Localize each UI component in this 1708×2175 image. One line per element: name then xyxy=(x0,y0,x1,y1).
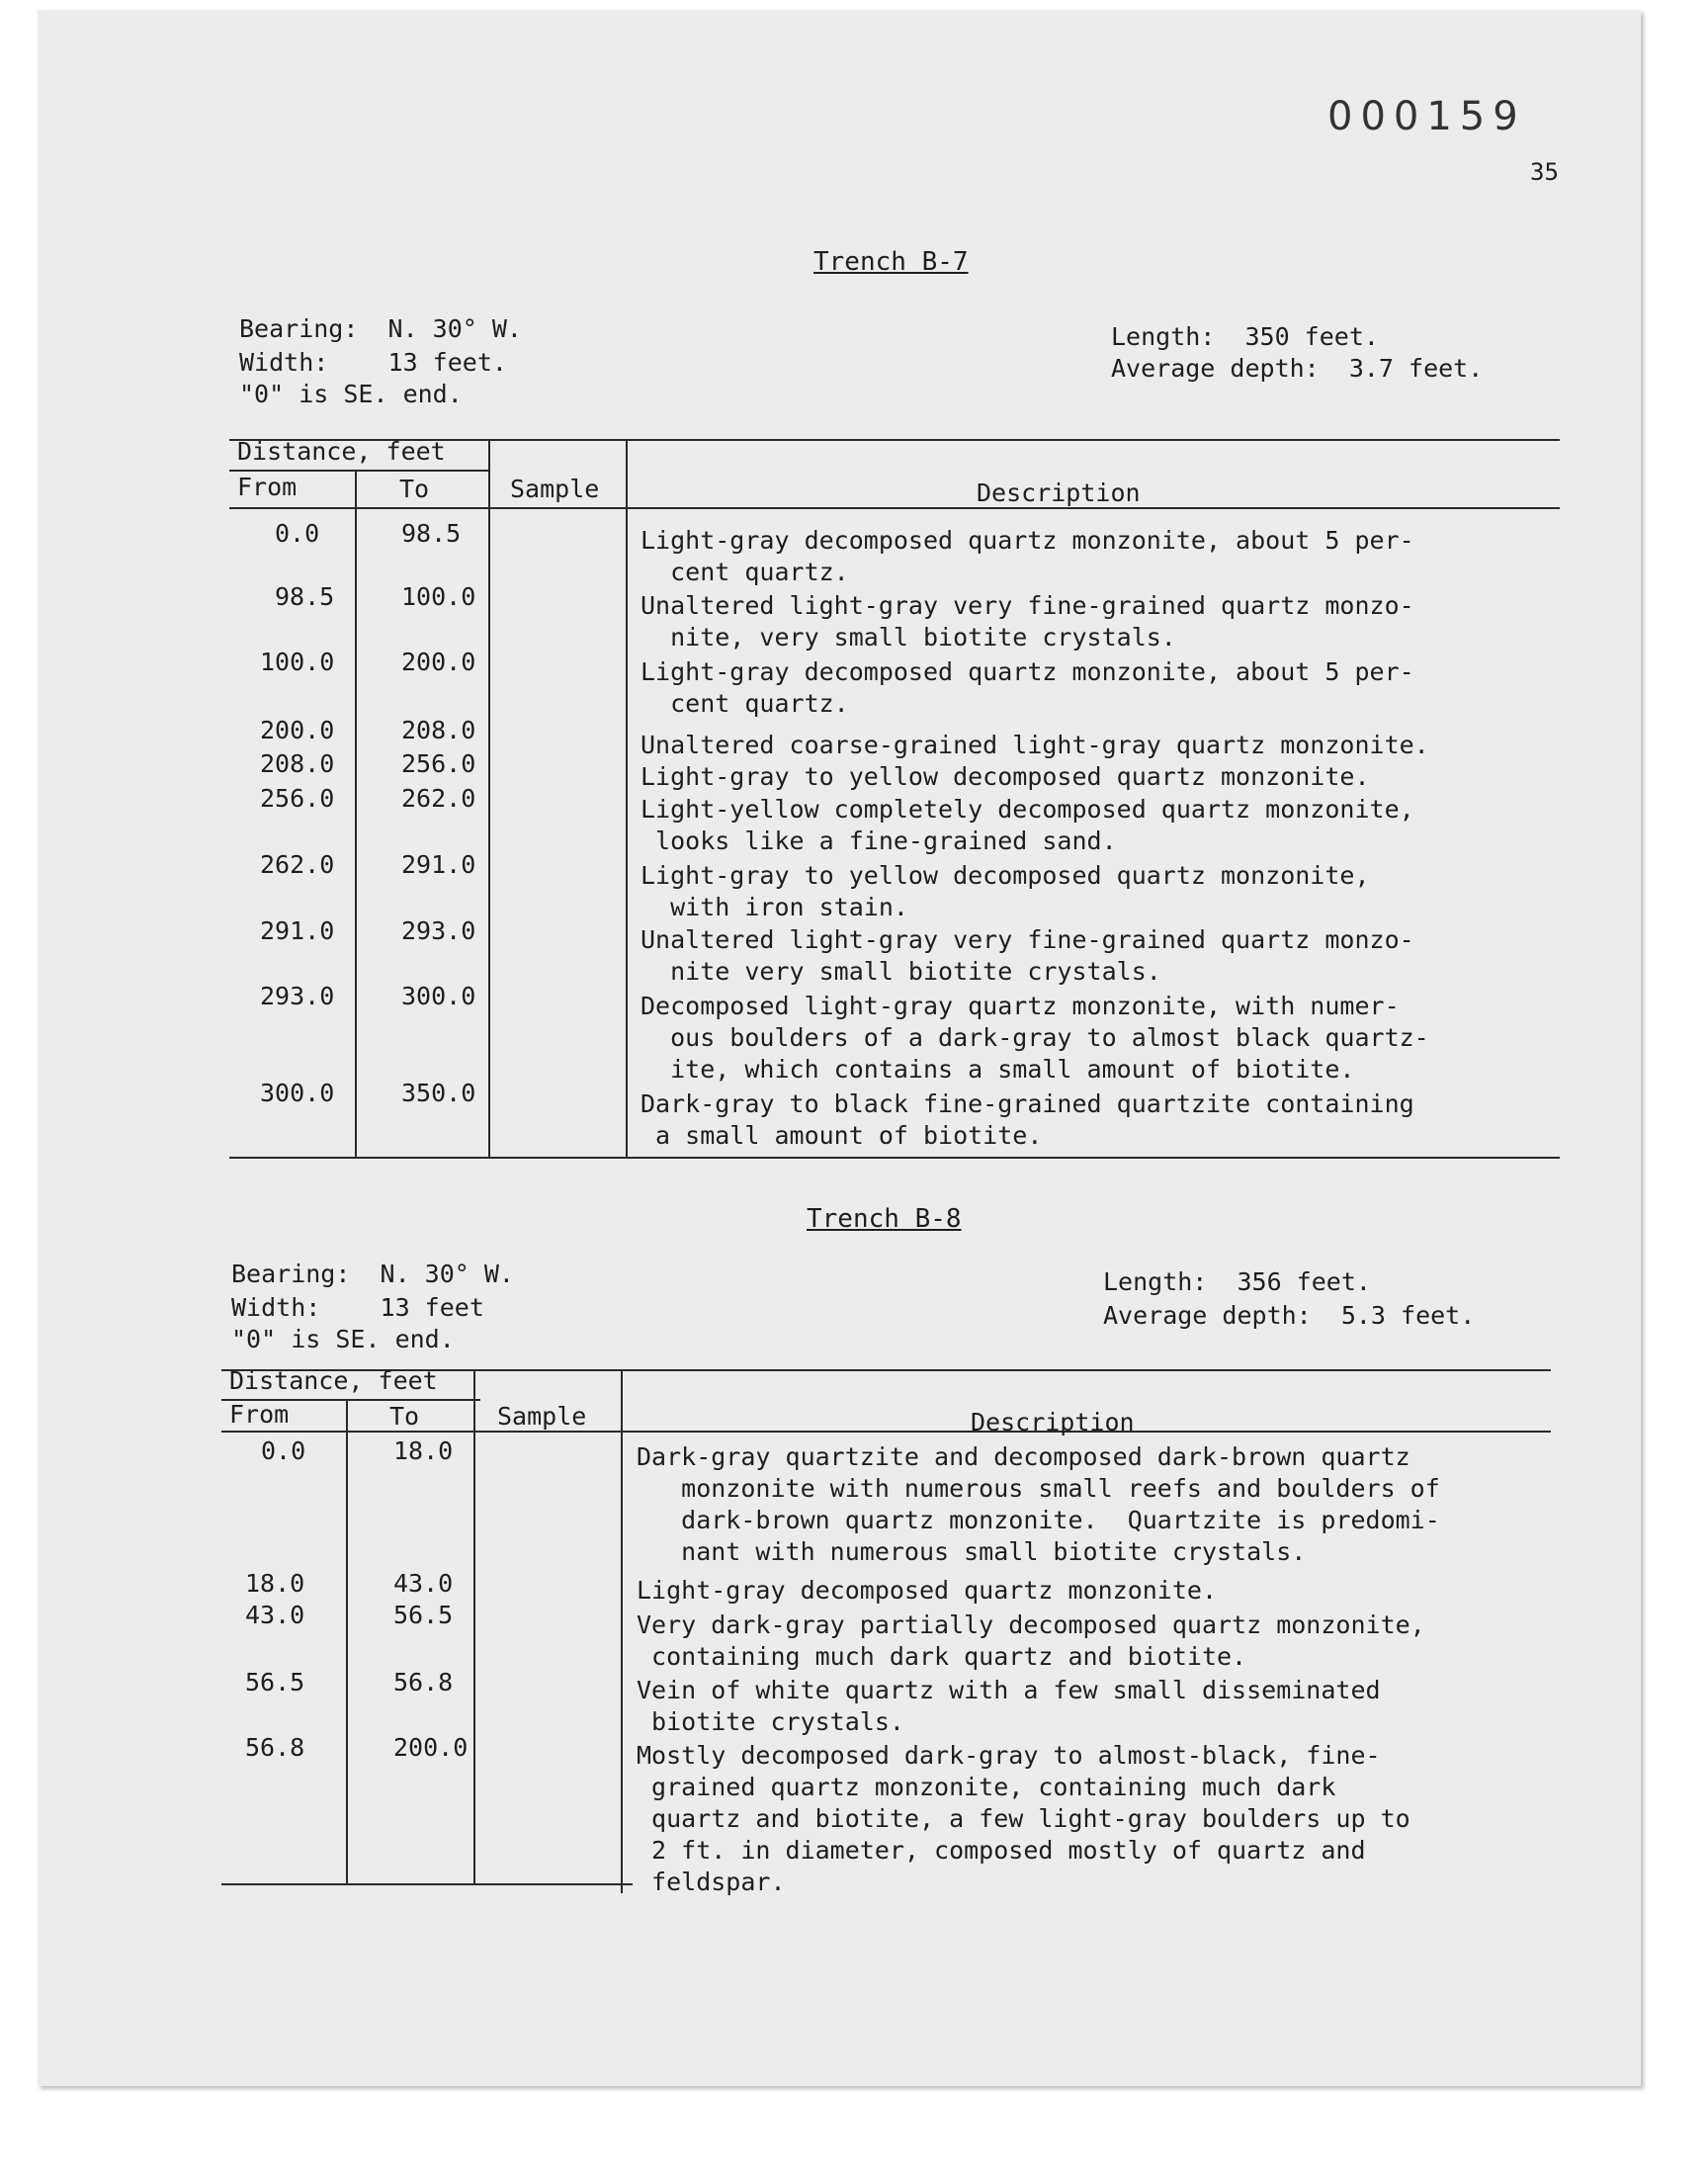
column-divider xyxy=(346,1399,348,1883)
row-to: 350.0 xyxy=(401,1079,476,1107)
row-description: Light-yellow completely decomposed quartz monzonite, looks like a fine-grained sand. xyxy=(640,795,1414,855)
trench-b8-bearing: Bearing: N. 30° W. xyxy=(231,1260,514,1288)
trench-b7-zero-end: "0" is SE. end. xyxy=(239,380,463,408)
header-distance-feet: Distance, feet xyxy=(237,437,446,466)
header-to: To xyxy=(399,475,430,503)
row-from: 0.0 xyxy=(275,519,320,548)
header-sample: Sample xyxy=(497,1402,587,1431)
row-description: Decomposed light-gray quartz monzonite, with numer- ous boulders of a dark-gray to almost black quartz- ite, which contains a small amount of biotite. xyxy=(640,992,1429,1084)
row-to: 300.0 xyxy=(401,982,476,1010)
row-to: 56.8 xyxy=(393,1668,454,1696)
document-page xyxy=(38,10,1641,2086)
row-description: Unaltered coarse-grained light-gray quartz monzonite. xyxy=(640,731,1429,759)
document-stamp-number: 000159 xyxy=(1327,94,1526,139)
header-sample: Sample xyxy=(510,475,600,503)
trench-b8-title: Trench B-8 xyxy=(807,1204,962,1234)
row-to: 100.0 xyxy=(401,582,476,611)
row-to: 56.5 xyxy=(393,1601,454,1629)
row-from: 18.0 xyxy=(245,1569,305,1598)
row-description: Light-gray decomposed quartz monzonite. xyxy=(637,1576,1217,1605)
header-description: Description xyxy=(977,478,1141,507)
row-description: Dark-gray to black fine-grained quartzite containing a small amount of biotite. xyxy=(640,1089,1414,1150)
row-from: 300.0 xyxy=(260,1079,335,1107)
row-to: 293.0 xyxy=(401,916,476,945)
row-to: 256.0 xyxy=(401,749,476,778)
page-number: 35 xyxy=(1530,158,1559,186)
row-to: 18.0 xyxy=(393,1436,454,1465)
row-to: 262.0 xyxy=(401,784,476,813)
trench-b7-average-depth: Average depth: 3.7 feet. xyxy=(1111,354,1484,383)
column-divider xyxy=(488,439,490,1157)
row-from: 262.0 xyxy=(260,850,335,879)
trench-b8-average-depth: Average depth: 5.3 feet. xyxy=(1103,1301,1476,1330)
row-to: 208.0 xyxy=(401,716,476,744)
header-distance-feet: Distance, feet xyxy=(229,1366,438,1395)
trench-b8-width: Width: 13 feet xyxy=(231,1293,484,1322)
trench-b7-length: Length: 350 feet. xyxy=(1111,322,1379,351)
row-from: 208.0 xyxy=(260,749,335,778)
row-to: 98.5 xyxy=(401,519,462,548)
row-from: 291.0 xyxy=(260,916,335,945)
trench-b8-zero-end: "0" is SE. end. xyxy=(231,1325,455,1353)
row-description: Light-gray decomposed quartz monzonite, about 5 per- cent quartz. xyxy=(640,526,1414,586)
trench-b7-width: Width: 13 feet. xyxy=(239,348,507,377)
header-description: Description xyxy=(971,1408,1135,1436)
row-from: 56.5 xyxy=(245,1668,305,1696)
row-from: 293.0 xyxy=(260,982,335,1010)
row-from: 200.0 xyxy=(260,716,335,744)
table-bottom-rule xyxy=(229,1157,1560,1159)
row-from: 98.5 xyxy=(275,582,335,611)
table-header-rule xyxy=(229,507,1560,509)
row-from: 43.0 xyxy=(245,1601,305,1629)
row-description: Unaltered light-gray very fine-grained quartz monzo- nite, very small biotite crystals. xyxy=(640,591,1414,652)
column-divider xyxy=(621,1369,623,1893)
column-divider xyxy=(355,470,357,1157)
row-description: Vein of white quartz with a few small disseminated biotite crystals. xyxy=(637,1676,1381,1736)
row-description: Light-gray decomposed quartz monzonite, about 5 per- cent quartz. xyxy=(640,657,1414,718)
row-to: 291.0 xyxy=(401,850,476,879)
row-description: Light-gray to yellow decomposed quartz monzonite. xyxy=(640,762,1370,791)
table-header-rule xyxy=(221,1431,1551,1433)
row-from: 256.0 xyxy=(260,784,335,813)
trench-b7-bearing: Bearing: N. 30° W. xyxy=(239,314,522,343)
row-description: Light-gray to yellow decomposed quartz monzonite, with iron stain. xyxy=(640,861,1370,921)
row-description: Dark-gray quartzite and decomposed dark-brown quartz monzonite with numerous small reefs and boulders of dark-brown quartz monzonite. Quartzite is predomi- nant with numerous small biotite crystals. xyxy=(637,1442,1440,1566)
trench-b8-length: Length: 356 feet. xyxy=(1103,1267,1371,1296)
trench-b7-title: Trench B-7 xyxy=(813,247,969,277)
header-from: From xyxy=(237,473,298,501)
row-to: 43.0 xyxy=(393,1569,454,1598)
row-from: 56.8 xyxy=(245,1733,305,1762)
table-bottom-rule xyxy=(221,1883,633,1885)
distance-header-rule xyxy=(229,470,488,472)
row-description: Very dark-gray partially decomposed quartz monzonite, containing much dark quartz and biotite. xyxy=(637,1610,1425,1671)
row-from: 0.0 xyxy=(261,1436,306,1465)
row-to: 200.0 xyxy=(401,648,476,676)
column-divider xyxy=(626,439,628,1157)
column-divider xyxy=(473,1369,475,1883)
row-to: 200.0 xyxy=(393,1733,469,1762)
row-description: Unaltered light-gray very fine-grained quartz monzo- nite very small biotite crystals. xyxy=(640,925,1414,986)
header-to: To xyxy=(389,1402,420,1431)
row-description: Mostly decomposed dark-gray to almost-black, fine- grained quartz monzonite, containing much dark quartz and biotite, a few light-gray boulders up to 2 ft. in diameter, composed mostly of quartz and feldspar. xyxy=(637,1741,1410,1896)
row-from: 100.0 xyxy=(260,648,335,676)
header-from: From xyxy=(229,1400,290,1429)
